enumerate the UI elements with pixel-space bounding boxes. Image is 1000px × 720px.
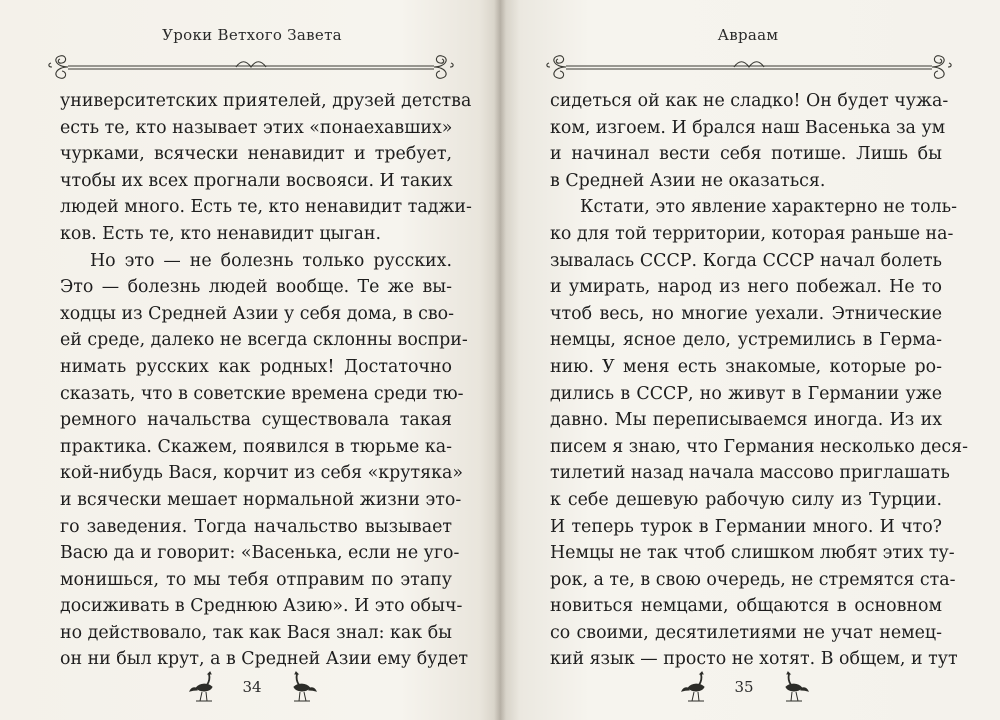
text-line: ремного начальства существовала такая [60, 410, 452, 431]
text-line: людей много. Есть те, кто ненавидит таджи- [60, 197, 472, 218]
text-line: тилетий назад начала массово приглашать [550, 463, 950, 484]
text-line: ей среде, далеко не всегда склонны воспри- [60, 330, 468, 351]
right-body-text [550, 88, 968, 673]
text-line: Это — болезнь людей вообще. Те же вы- [60, 277, 452, 298]
text-line: и всячески мешает нормальной жизни это- [60, 489, 462, 510]
text-line: нию. У меня есть знакомые, которые ро- [550, 356, 942, 377]
book-gutter [494, 0, 506, 720]
vine-scroll-rule-ornament-icon [544, 52, 954, 80]
text-line: чурками, всячески ненавидит и требует, [60, 144, 452, 165]
text-line: кой-нибудь Вася, корчит из себя «крутяка» [60, 463, 463, 484]
text-line: он ни был крут, а в Средней Азии ему будет [60, 649, 469, 670]
page-number: 35 [734, 678, 754, 696]
text-line: и умирать, народ из него побежал. Не то [550, 277, 942, 298]
text-line: ходцы из Средней Азии у себя дома, в сво- [60, 303, 455, 324]
text-line: Но это — не болезнь только русских. [90, 250, 452, 271]
text-line: монишься, то мы тебя отправим по этапу [60, 569, 452, 590]
text-line: го заведения. Тогда начальство вызывает [60, 516, 452, 537]
crane-bird-icon [188, 670, 222, 704]
text-line: в Средней Азии не оказаться. [550, 170, 826, 191]
text-line: сидеться ой как не сладко! Он будет чужа- [550, 91, 949, 111]
text-line: со своими, десятилетиями не учат немец- [550, 622, 942, 643]
text-line: давно. Мы переписываемся иногда. Из их [550, 410, 942, 431]
text-line: немцы, ясное дело, устремились в Герма- [550, 330, 942, 351]
text-line: чтоб весь, но многие уехали. Этнические [550, 303, 942, 324]
crane-bird-icon [680, 670, 714, 704]
text-line: кий язык — просто не хотят. В общем, и тут [550, 649, 958, 670]
left-body-text [60, 88, 472, 673]
right-running-head: Авраам [717, 26, 779, 44]
crane-bird-icon [284, 670, 318, 704]
text-line: Немцы не так чтоб слишком любят этих ту- [550, 543, 955, 564]
crane-bird-icon [776, 670, 810, 704]
right-folio [672, 668, 832, 708]
text-line: зывалась СССР. Когда СССР начал болеть [550, 250, 942, 271]
vine-scroll-rule-ornament-icon [46, 52, 456, 80]
text-line: нимать русских как родных! Достаточно [60, 356, 452, 377]
text-line: Васю да и говорит: «Васенька, если не уго- [60, 543, 460, 564]
text-line: досиживать в Среднюю Азию». И это обыч- [60, 596, 463, 617]
text-line: практика. Скажем, появился в тюрьме ка- [60, 436, 452, 457]
text-line: но действовало, так как Вася знал: как бы [60, 622, 452, 643]
text-line: ком, изгоем. И брался наш Васенька за ум [550, 117, 946, 138]
text-line: рок, а те, в свою очередь, не стремятся ста- [550, 569, 956, 590]
left-running-head: Уроки Ветхого Завета [162, 26, 342, 44]
left-folio [180, 668, 340, 708]
text-line: новиться немцами, общаются в основном [550, 596, 942, 617]
text-line: И теперь турок в Германии много. И что? [550, 516, 942, 537]
page-number: 34 [242, 678, 262, 696]
text-line: университетских приятелей, друзей детства [60, 91, 472, 111]
text-line: писем я знаю, что Германия несколько деся- [550, 436, 968, 457]
text-line: ко для той территории, которая раньше на- [550, 223, 954, 244]
text-line: сказать, что в советские времена среди тю- [60, 383, 464, 404]
text-line: Кстати, это явление характерно не толь- [580, 197, 957, 218]
text-line: к себе дешевую рабочую силу из Турции. [550, 489, 942, 510]
right-page [500, 0, 1000, 720]
text-line: дились в СССР, но живут в Германии уже [550, 383, 942, 404]
text-line: ков. Есть те, кто ненавидит цыган. [60, 223, 381, 244]
text-line: есть те, кто называет этих «понаехавших» [60, 117, 453, 138]
text-line: чтобы их всех прогнали восвояси. И таких [60, 170, 453, 191]
text-line: и начинал вести себя потише. Лишь бы [550, 144, 942, 165]
